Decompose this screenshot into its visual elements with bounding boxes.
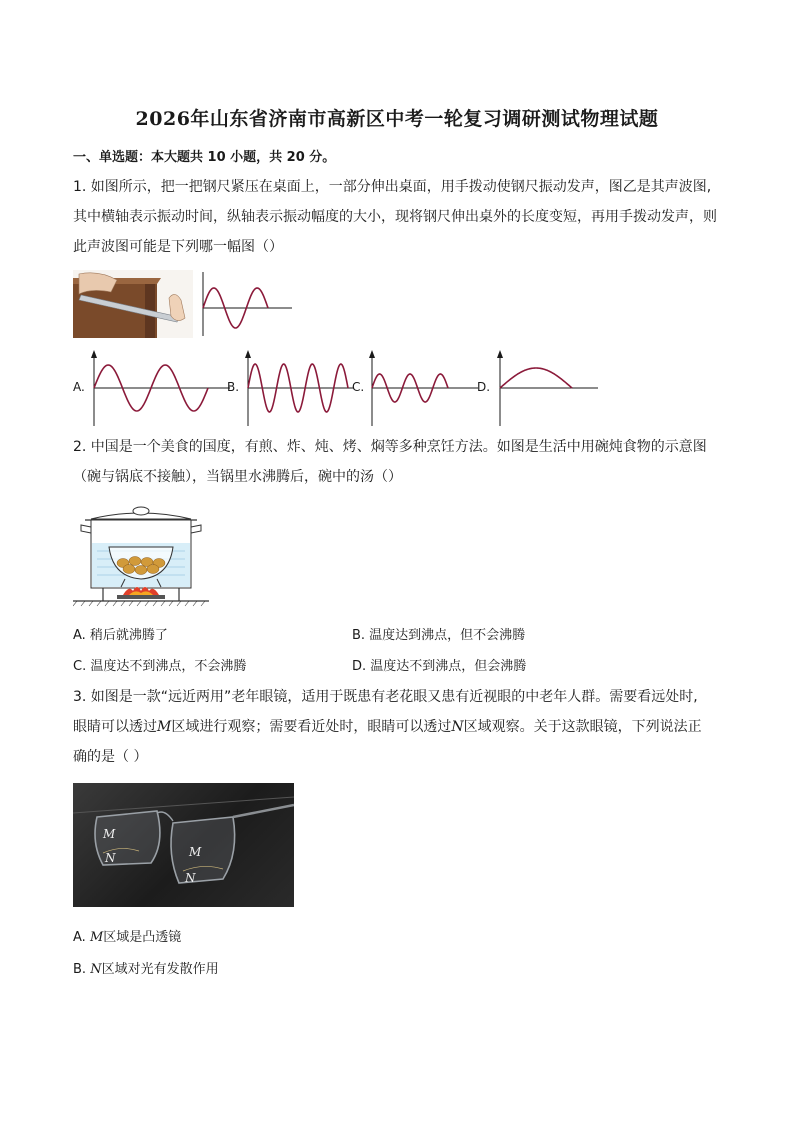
glasses-label-n-right: N [185,871,196,885]
q1-option-a-wave[interactable] [84,350,234,426]
page-title: 2026年山东省济南市高新区中考一轮复习调研测试物理试题 [135,108,659,130]
q2-option-c[interactable]: C. 温度达不到沸点，不会沸腾 [73,659,247,674]
glasses-photo [73,783,294,907]
q2-option-b[interactable]: B. 温度达到沸点，但不会沸腾 [352,628,526,643]
q1-option-d-label: D. [477,380,491,394]
q3-line-1: 3. 如图是一款“远近两用”老年眼镜，适用于既患有老花眼又患有近视眼的中老年人群。需要看远处时, [73,689,698,705]
q1-option-c-wave[interactable] [362,350,482,426]
pot-bowl-figure [73,505,209,607]
q1-option-c-label: C. [352,380,365,394]
q3-option-b[interactable]: B. N区域对光有发散作用 [73,962,219,977]
q3-line-3: 确的是（ ） [73,749,148,765]
q3-line-2: 眼睛可以透过M区域进行观察；需要看近处时，眼睛可以透过N区域观察。关于这款眼镜，下列说法正 [73,719,702,735]
q1-option-b-wave[interactable] [238,350,358,426]
reference-wave-figure [198,270,294,338]
section-heading: 一、单选题：本大题共 10 小题，共 20 分。 [73,150,336,165]
glasses-drawing [73,783,294,907]
q1-line-3: 此声波图可能是下列哪一幅图（） [73,239,283,255]
q1-line-2: 其中横轴表示振动时间，纵轴表示振动幅度的大小，现将钢尺伸出桌外的长度变短，再用手拨动发声，则 [73,209,717,225]
q3-option-a[interactable]: A. M区域是凸透镜 [73,930,182,945]
q1-line-1: 1. 如图所示，把一把钢尺紧压在桌面上，一部分伸出桌面，用手拨动使钢尺振动发声，图乙是其声波图, [73,179,712,195]
glasses-label-m-right: M [189,845,202,859]
q2-line-2: （碗与锅底不接触），当锅里水沸腾后，碗中的汤（） [73,469,402,485]
q2-line-1: 2. 中国是一个美食的国度，有煎、炸、炖、烤、焖等多种烹饪方法。如图是生活中用碗炖食物的示意图 [73,439,707,455]
glasses-label-m-left: M [103,827,116,841]
q1-option-a-label: A. [73,380,85,394]
q1-option-d-wave[interactable] [490,350,602,426]
ruler-table-figure [73,270,193,338]
glasses-label-n-left: N [105,851,116,865]
q2-option-a[interactable]: A. 稍后就沸腾了 [73,628,168,643]
q2-option-d[interactable]: D. 温度达不到沸点，但会沸腾 [352,659,527,674]
q1-option-b-label: B. [227,380,240,394]
